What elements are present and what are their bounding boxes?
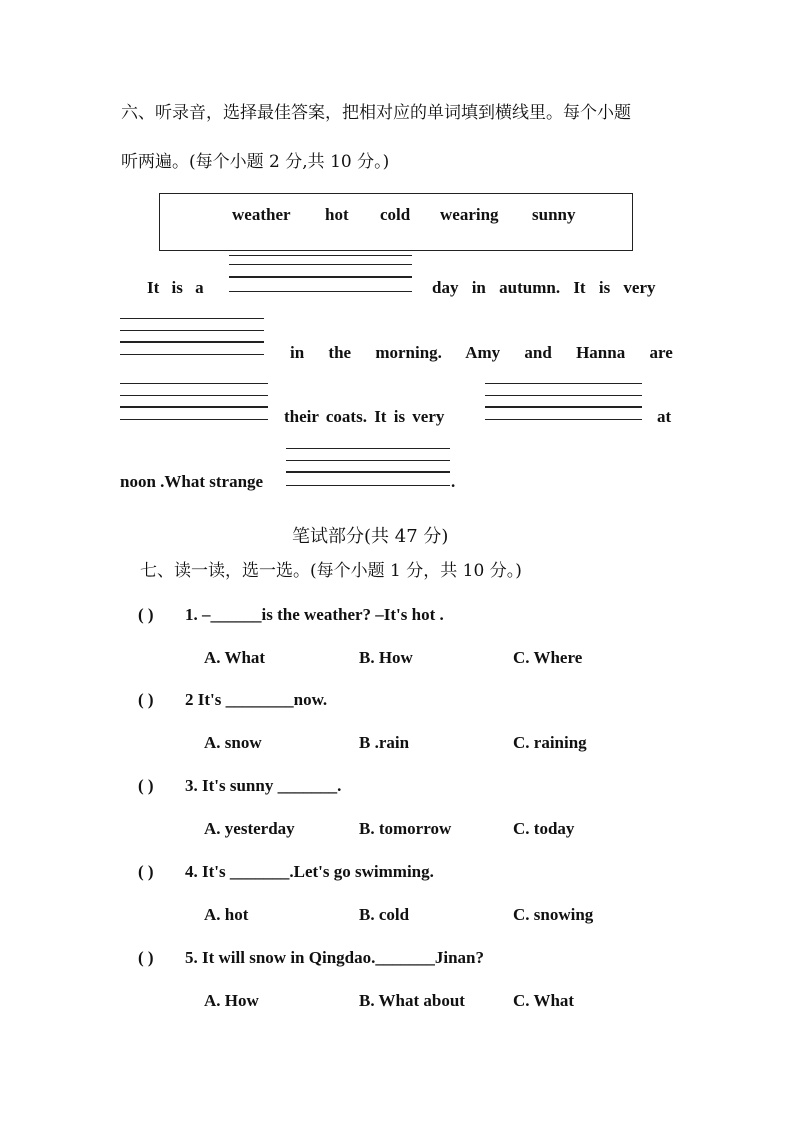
option-c: C. What <box>513 991 575 1010</box>
option-b: B. tomorrow <box>359 819 452 838</box>
question-stem: 5. It will snow in Qingdao._______Jinan? <box>185 948 484 967</box>
option-b: B. cold <box>359 905 410 924</box>
word-bank-item: wearing <box>440 205 499 224</box>
answer-blank-1[interactable] <box>229 255 412 295</box>
option-a: A. snow <box>204 733 262 752</box>
option-b: B. How <box>359 648 413 667</box>
written-section-title: 笔试部分(共 47 分) <box>292 526 449 547</box>
option-a: A. How <box>204 991 259 1010</box>
option-a: A. What <box>204 648 266 667</box>
section7-heading: 七、读一读，选一选。(每个小题 1 分，共 10 分。) <box>140 561 522 581</box>
option-a: A. yesterday <box>204 819 295 838</box>
option-c: C. raining <box>513 733 587 752</box>
question-stem: 1. –______is the weather? –It's hot . <box>185 605 444 624</box>
passage-text: . <box>451 472 456 491</box>
answer-paren[interactable]: ( ) <box>138 862 154 881</box>
answer-blank-2[interactable] <box>120 318 264 358</box>
word-bank-item: weather <box>232 205 291 224</box>
option-c: C. Where <box>513 648 583 667</box>
word-bank-item: cold <box>380 205 411 224</box>
answer-blank-5[interactable] <box>286 448 450 488</box>
passage-text: their coats. It is very <box>284 407 445 426</box>
question-stem: 3. It's sunny _______. <box>185 776 342 795</box>
passage-text: It is a <box>147 278 204 297</box>
answer-paren[interactable]: ( ) <box>138 948 154 967</box>
option-c: C. snowing <box>513 905 594 924</box>
word-bank-item: sunny <box>532 205 576 224</box>
option-a: A. hot <box>204 905 249 924</box>
option-b: B. What about <box>359 991 465 1010</box>
option-b: B .rain <box>359 733 410 752</box>
passage-text: noon .What strange <box>120 472 264 491</box>
section6-heading-line1: 六、听录音，选择最佳答案，把相对应的单词填到横线里。每个小题 <box>121 103 631 123</box>
answer-blank-3[interactable] <box>120 383 268 423</box>
option-c: C. today <box>513 819 575 838</box>
passage-text: at <box>657 407 672 426</box>
word-bank-box <box>159 193 633 251</box>
question-stem: 4. It's _______.Let's go swimming. <box>185 862 434 881</box>
answer-paren[interactable]: ( ) <box>138 690 154 709</box>
answer-paren[interactable]: ( ) <box>138 605 154 624</box>
passage-text: in the morning. Amy and Hanna are <box>290 343 673 362</box>
passage-text: day in autumn. It is very <box>432 278 656 297</box>
answer-blank-4[interactable] <box>485 383 642 423</box>
answer-paren[interactable]: ( ) <box>138 776 154 795</box>
section6-heading-line2: 听两遍。(每个小题 2 分,共 10 分。) <box>121 152 390 172</box>
word-bank-item: hot <box>325 205 349 224</box>
question-stem: 2 It's ________now. <box>185 690 328 709</box>
